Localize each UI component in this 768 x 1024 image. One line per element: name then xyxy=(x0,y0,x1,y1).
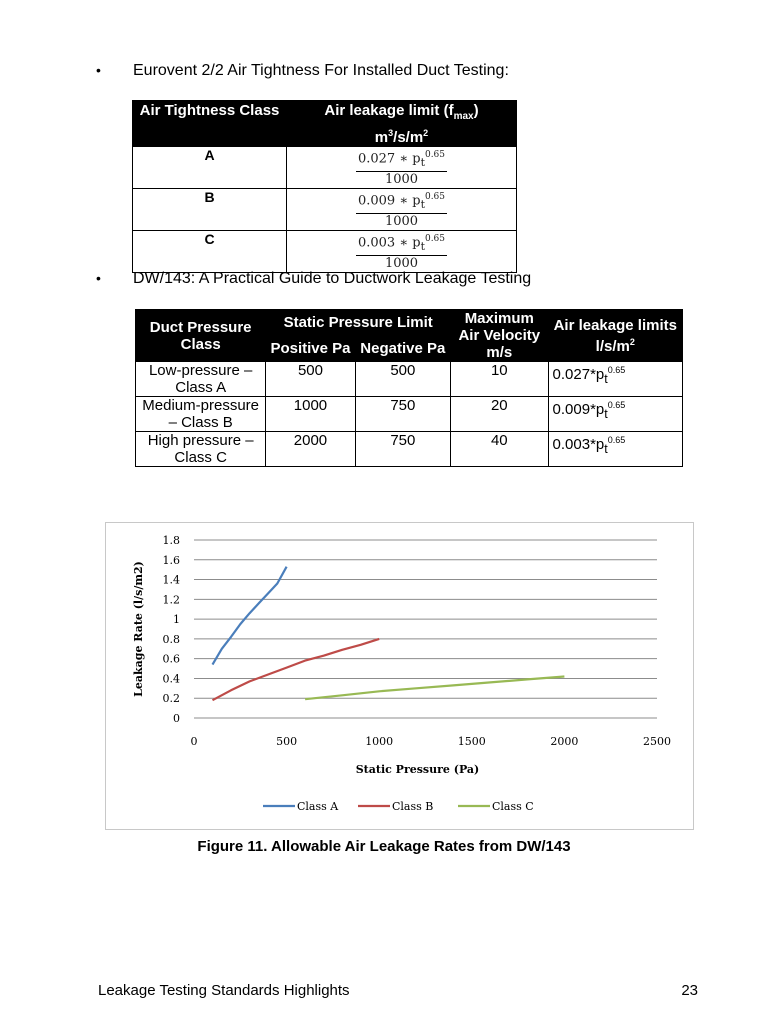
header-unit-a: m xyxy=(374,129,389,146)
leakage-chart-svg xyxy=(106,523,693,829)
limit-text: 0.027*p xyxy=(552,366,605,383)
x-tick-label: 500 xyxy=(276,735,298,748)
page-number: 23 xyxy=(681,982,698,999)
table-row xyxy=(136,432,683,467)
formula-denominator: 1000 xyxy=(384,213,419,229)
formula-sub: t xyxy=(420,155,425,169)
formula-coef: 0.003 ∗ p xyxy=(357,235,421,251)
formula-cell xyxy=(287,230,517,272)
header-unit-b-sup: 2 xyxy=(423,128,429,138)
header-air-leakage-limit xyxy=(287,101,517,147)
limit-sub: t xyxy=(604,442,608,456)
header-air-tightness-class: Air Tightness Class xyxy=(133,101,287,147)
duct-class-cell: High pressure – Class C xyxy=(136,432,266,467)
positive-cell: 2000 xyxy=(266,432,355,467)
duct-class-cell: Medium-pressure – Class B xyxy=(136,397,266,432)
formula-denominator: 1000 xyxy=(384,171,419,187)
table-row xyxy=(136,362,683,397)
bullet-glyph: • xyxy=(96,270,101,286)
formula-fraction xyxy=(356,231,447,272)
formula-fraction xyxy=(356,147,447,188)
bullet-glyph: • xyxy=(96,62,101,78)
formula-cell xyxy=(287,147,517,189)
class-cell: A xyxy=(133,147,287,189)
formula-numerator xyxy=(356,231,447,256)
header-max-air-velocity: Maximum Air Velocity m/s xyxy=(451,310,548,362)
header-leakage-sup: 2 xyxy=(629,336,635,347)
positive-cell: 500 xyxy=(266,362,355,397)
limit-text: 0.003*p xyxy=(552,436,605,453)
formula-denominator: 1000 xyxy=(384,255,419,271)
limit-sub: t xyxy=(604,407,608,421)
table-row xyxy=(136,397,683,432)
x-tick-label: 2500 xyxy=(643,735,671,748)
y-tick-label: 1.4 xyxy=(162,573,180,587)
leakage-limit-cell xyxy=(548,397,682,432)
legend-label: Class A xyxy=(297,800,339,813)
y-tick-label: 0.8 xyxy=(162,632,180,646)
velocity-cell: 20 xyxy=(451,397,548,432)
footer-title: Leakage Testing Standards Highlights xyxy=(98,982,350,999)
negative-cell: 500 xyxy=(355,362,450,397)
legend-label: Class B xyxy=(392,800,434,813)
limit-sup: 0.65 xyxy=(607,435,626,445)
x-tick-label: 2000 xyxy=(550,735,579,748)
header-duct-pressure-class: Duct Pressure Class xyxy=(136,310,266,362)
limit-sub: t xyxy=(604,372,608,386)
formula-exp: 0.65 xyxy=(424,233,446,244)
y-tick-label: 0.6 xyxy=(162,652,180,666)
duct-class-cell: Low-pressure – Class A xyxy=(136,362,266,397)
series-line-class-b xyxy=(213,639,380,700)
x-tick-label: 0 xyxy=(190,735,198,748)
limit-text: 0.009*p xyxy=(552,401,605,418)
x-tick-label: 1500 xyxy=(457,735,486,748)
y-tick-label: 0.4 xyxy=(162,672,180,686)
y-tick-label: 1 xyxy=(173,613,180,627)
y-axis-label: Leakage Rate (l/s/m2) xyxy=(132,561,145,697)
table-header-row xyxy=(136,310,683,336)
formula-fraction xyxy=(356,189,447,230)
formula-cell xyxy=(287,188,517,230)
formula-sub: t xyxy=(420,197,425,211)
negative-cell: 750 xyxy=(355,397,450,432)
leakage-limit-cell xyxy=(548,362,682,397)
eurovent-table xyxy=(132,100,517,273)
formula-sub: t xyxy=(420,239,425,253)
x-tick-label: 1000 xyxy=(365,735,394,748)
y-tick-label: 1.8 xyxy=(162,534,180,547)
y-tick-label: 0 xyxy=(173,712,180,725)
header-limit-text: Air leakage limit (f xyxy=(324,102,454,119)
formula-exp: 0.65 xyxy=(424,191,446,202)
x-axis-label: Static Pressure (Pa) xyxy=(355,763,480,776)
negative-cell: 750 xyxy=(355,432,450,467)
header-unit-a-sup: 3 xyxy=(388,128,394,138)
series-line-class-a xyxy=(213,567,287,665)
header-leakage-text: Air leakage limits l/s/m xyxy=(553,316,677,355)
header-limit-sub: max xyxy=(453,111,474,122)
dw143-table xyxy=(135,309,683,467)
table-row xyxy=(133,230,517,272)
bullet-dw143 xyxy=(96,270,531,288)
header-static-pressure-limit: Static Pressure Limit xyxy=(266,310,451,336)
velocity-cell: 10 xyxy=(451,362,548,397)
formula-numerator xyxy=(356,147,447,172)
class-cell: B xyxy=(133,188,287,230)
formula-exp: 0.65 xyxy=(424,150,446,160)
header-positive-pa: Positive Pa xyxy=(266,336,355,362)
limit-sup: 0.65 xyxy=(607,400,626,410)
table-row xyxy=(133,147,517,189)
figure-caption: Figure 11. Allowable Air Leakage Rates from DW/143 xyxy=(197,838,571,855)
header-negative-pa: Negative Pa xyxy=(355,336,450,362)
formula-coef: 0.009 ∗ p xyxy=(357,193,421,209)
legend-label: Class C xyxy=(492,800,534,813)
formula-numerator xyxy=(356,189,447,214)
series-line-class-c xyxy=(305,677,564,700)
bullet-text: Eurovent 2/2 Air Tightness For Installed Duct Testing: xyxy=(133,62,509,79)
y-tick-label: 0.2 xyxy=(162,692,180,706)
table-row xyxy=(133,188,517,230)
formula-coef: 0.027 ∗ p xyxy=(357,151,421,167)
y-tick-label: 1.6 xyxy=(162,553,180,567)
positive-cell: 1000 xyxy=(266,397,355,432)
header-air-leakage-limits xyxy=(548,310,682,362)
bullet-eurovent xyxy=(96,62,509,80)
table-header-row xyxy=(133,101,517,147)
y-tick-label: 1.2 xyxy=(162,593,180,607)
leakage-chart xyxy=(105,522,694,830)
class-cell: C xyxy=(133,230,287,272)
limit-sup: 0.65 xyxy=(607,365,626,375)
bullet-text: DW/143: A Practical Guide to Ductwork Leakage Testing xyxy=(133,270,532,287)
header-unit-b: /s/m xyxy=(393,129,424,146)
leakage-limit-cell xyxy=(548,432,682,467)
velocity-cell: 40 xyxy=(451,432,548,467)
header-limit-end: ) xyxy=(473,102,479,119)
